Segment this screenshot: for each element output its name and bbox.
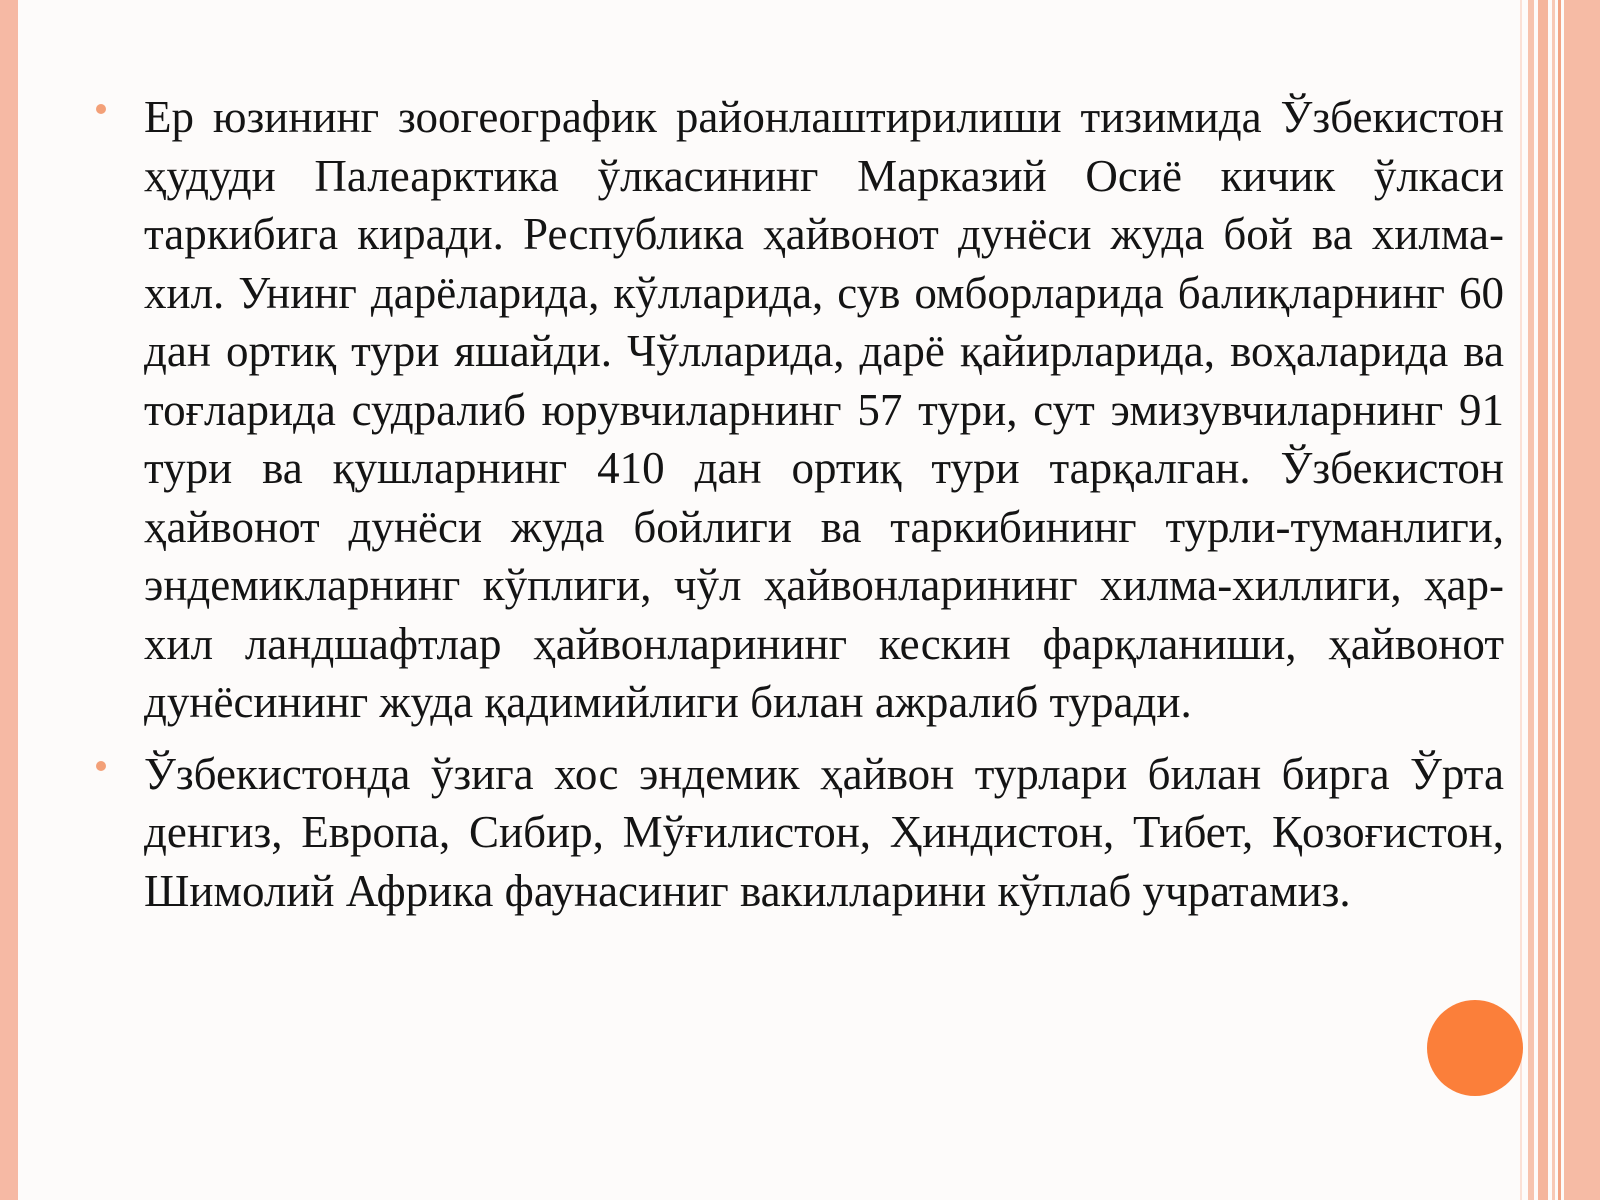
slide-body (96, 88, 1504, 933)
right-decorative-stripe (1558, 0, 1561, 1200)
bullet-item (96, 745, 1504, 921)
left-decorative-border (0, 0, 18, 1200)
bullet-dot-icon (96, 104, 106, 114)
bullet-dot-icon (96, 761, 106, 771)
right-decorative-stripe (1552, 0, 1555, 1200)
right-decorative-stripe (1538, 0, 1548, 1200)
bullet-text: Ўзбекистонда ўзига хос эндемик ҳайвон турлари билан бирга Ўрта денгиз, Европа, Сибир, Мўғилистон, Ҳиндистон, Тибет, Қозоғистон, Шимолий Африка фаунасиниг вакилларини кўплаб учратамиз. (144, 748, 1504, 916)
bullet-text: Ер юзининг зоогеографик районлаштирилиши тизимида Ўзбекистон ҳудуди Палеарктика ўлкасининг Марказий Осиё кичик ўлкаси таркибига киради. Республика ҳайвонот дунёси жуда бой ва хилма-хил. Унинг дарёларида, кўлларида, сув омборларида балиқларнинг 60 дан ортиқ тури яшайди. Чўлларида, дарё қайирларида, воҳаларида ва тоғларида судралиб юрувчиларнинг 57 тури, сут эмизувчиларнинг 91 тури ва қушларнинг 410 дан ортиқ тури тарқалган. Ўзбекистон ҳайвонот дунёси жуда бойлиги ва таркибининг турли-туманлиги, эндемикларнинг кўплиги, чўл ҳайвонларининг хилма-хиллиги, ҳар-хил ландшафтлар ҳайвонларининг кескин фарқланиши, ҳайвонот дунёсининг жуда қадимийлиги билан ажралиб туради. (144, 92, 1504, 727)
right-decorative-border (1564, 0, 1600, 1200)
decorative-orange-circle (1427, 1000, 1523, 1096)
right-decorative-stripe (1528, 0, 1534, 1200)
bullet-item (96, 88, 1504, 732)
right-decorative-line (1520, 0, 1522, 1200)
